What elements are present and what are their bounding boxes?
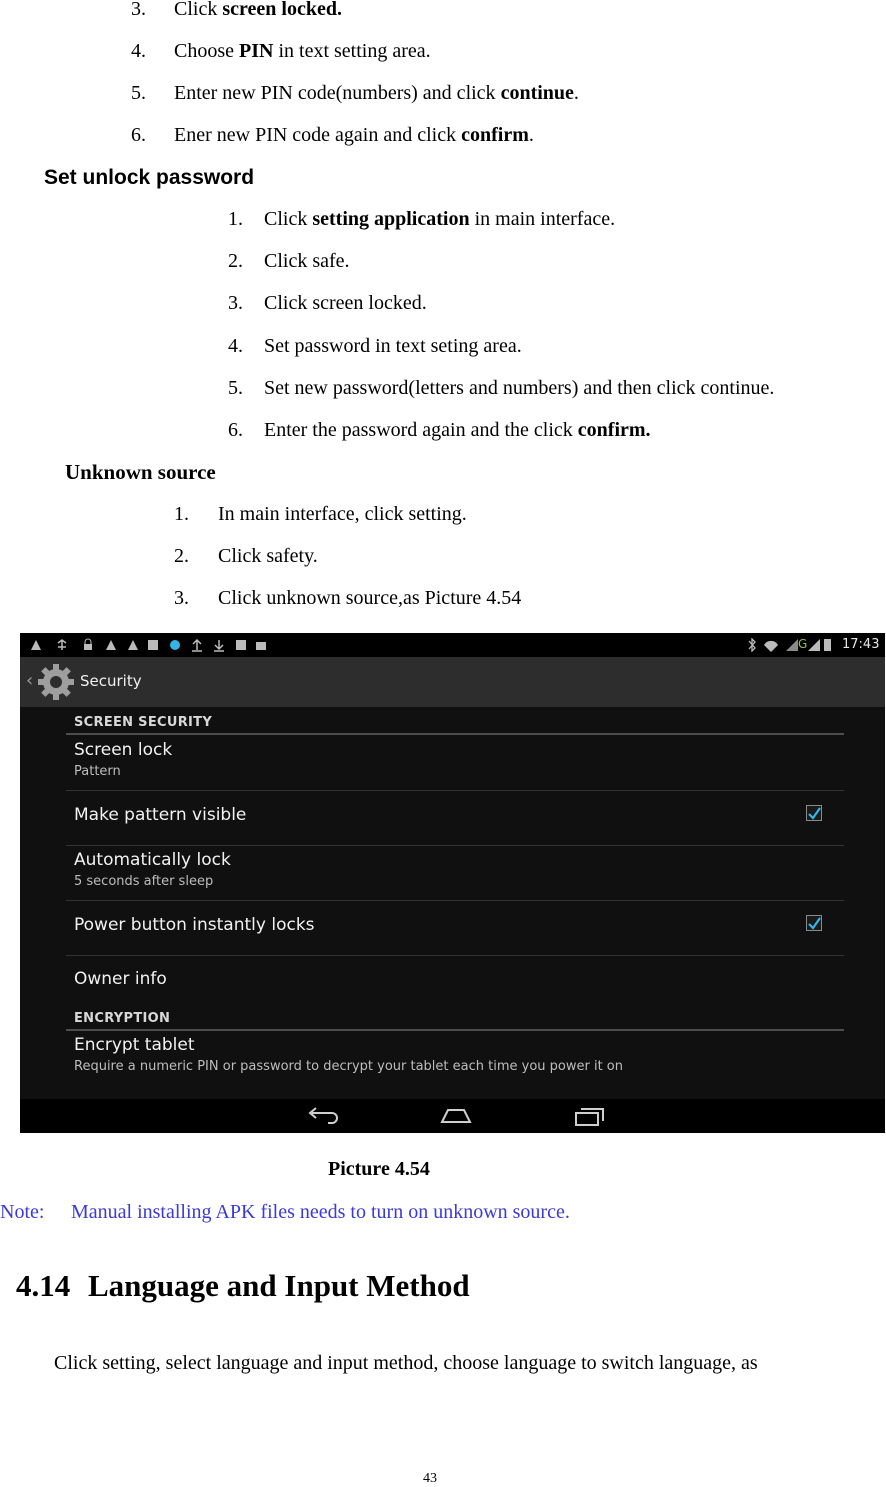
note-text: Manual installing APK files needs to turn on unknown source. [71, 1201, 570, 1223]
browser-icon [170, 640, 180, 650]
battery-icon [824, 639, 831, 651]
row-title: Screen lock [74, 740, 173, 760]
text-run: Enter new PIN code(numbers) and click [174, 82, 501, 104]
text-run: Choose [174, 40, 239, 62]
warning-icon [106, 640, 116, 650]
text-run: . [573, 82, 579, 104]
warning-icon [128, 640, 138, 650]
list-item-number: 2. [174, 545, 189, 567]
bold-text: screen locked. [222, 0, 342, 20]
list-item-text [264, 377, 774, 400]
row-summary: Pattern [74, 764, 121, 779]
action-bar [20, 657, 885, 707]
text-run: in text setting area. [273, 40, 431, 62]
checkmark-icon [807, 917, 821, 931]
list-item-number: 3. [131, 0, 146, 20]
list-item-text [174, 0, 342, 21]
back-icon[interactable] [302, 1105, 342, 1127]
list-item-number: 1. [228, 208, 243, 230]
heading-set-unlock-password: Set unlock password [44, 166, 255, 189]
bag-icon [256, 642, 266, 650]
list-item-number: 3. [174, 587, 189, 609]
recent-apps-icon[interactable] [570, 1105, 610, 1127]
text-run: Ener new PIN code again and click [174, 124, 462, 146]
navigation-bar [20, 1099, 885, 1133]
text-run: Click [174, 0, 223, 20]
row-title: Make pattern visible [74, 805, 247, 825]
list-item-text [218, 587, 521, 610]
system-status-icons [746, 638, 831, 652]
home-icon[interactable] [436, 1105, 476, 1127]
clipboard-icon [236, 640, 246, 650]
status-bar [20, 633, 885, 657]
list-item-number: 5. [131, 82, 146, 104]
row-divider [66, 790, 844, 791]
signal-icon [808, 639, 820, 651]
list-item-text [264, 335, 522, 358]
row-divider [66, 845, 844, 846]
section-divider [66, 1029, 844, 1031]
bold-text: continue [500, 82, 574, 104]
text-run: Enter the password again and the click [264, 419, 578, 441]
row-summary: 5 seconds after sleep [74, 874, 214, 889]
row-divider [66, 900, 844, 901]
text-run: Set new password(letters and numbers) and then click continue. [264, 377, 775, 399]
lock-icon [84, 644, 92, 650]
note-label: Note: [0, 1201, 45, 1223]
list-item-number: 6. [228, 419, 243, 441]
section-header: SCREEN SECURITY [74, 715, 213, 730]
settings-list [20, 707, 885, 1099]
upload-icon [192, 640, 202, 651]
text-run: in main interface. [469, 208, 616, 230]
row-title: Owner info [74, 969, 167, 989]
row-title: Encrypt tablet [74, 1035, 195, 1055]
usb-icon [58, 640, 66, 650]
list-item-number: 5. [228, 377, 243, 399]
section-title: Language and Input Method [88, 1268, 470, 1303]
bold-text: PIN [239, 40, 274, 62]
body-paragraph: Click setting, select language and input method, choose language to switch language, as [54, 1352, 758, 1374]
checkbox[interactable] [806, 805, 822, 821]
signal-icon [786, 639, 798, 651]
text-run: . [528, 124, 534, 146]
section-divider [66, 733, 844, 735]
network-type: G [798, 637, 808, 651]
row-summary: Require a numeric PIN or password to decrypt your tablet each time you power it on [74, 1059, 623, 1074]
settings-gear-icon[interactable] [37, 663, 75, 701]
security-settings-screenshot [20, 633, 885, 1133]
checkbox[interactable] [806, 915, 822, 931]
list-item-text [264, 292, 427, 315]
list-item-number: 6. [131, 124, 146, 146]
list-item-text [264, 208, 615, 231]
list-item-number: 2. [228, 250, 243, 272]
figure-caption: Picture 4.54 [328, 1158, 430, 1180]
text-run: Click unknown source,as Picture 4.54 [218, 587, 522, 609]
list-item-text [174, 82, 579, 105]
bold-text: confirm. [577, 419, 651, 441]
notification-icons [30, 638, 270, 652]
list-item-text [174, 40, 431, 63]
row-title: Automatically lock [74, 850, 231, 870]
list-item-number: 4. [131, 40, 146, 62]
list-item-text [264, 419, 651, 442]
warning-icon [31, 640, 41, 650]
section-number: 4.14 [16, 1268, 71, 1303]
wifi-icon [764, 641, 778, 652]
image-icon [148, 640, 158, 650]
list-item-number: 1. [174, 503, 189, 525]
list-item-number: 3. [228, 292, 243, 314]
text-run: Click [264, 208, 313, 230]
action-bar-title: Security [80, 672, 142, 690]
section-header: ENCRYPTION [74, 1011, 171, 1026]
heading-unknown-source: Unknown source [65, 460, 216, 484]
text-run: Set password in text seting area. [264, 335, 522, 357]
list-item-text [218, 503, 467, 526]
text-run: Click safety. [218, 545, 318, 567]
status-clock: 17:43 [842, 637, 880, 652]
list-item-text [264, 250, 350, 273]
bluetooth-icon [749, 639, 755, 651]
list-item-number: 4. [228, 335, 243, 357]
bold-text: setting application [312, 208, 470, 230]
checkmark-icon [807, 807, 821, 821]
list-item-text [174, 124, 534, 147]
back-caret-icon[interactable]: ‹ [26, 670, 34, 691]
list-item-text [218, 545, 318, 568]
text-run: Click safe. [264, 250, 350, 272]
row-title: Power button instantly locks [74, 915, 315, 935]
bold-text: confirm [461, 124, 529, 146]
download-icon [214, 640, 224, 651]
text-run: Click screen locked. [264, 292, 427, 314]
page-number: 43 [423, 1471, 437, 1486]
row-divider [66, 955, 844, 956]
text-run: In main interface, click setting. [218, 503, 467, 525]
